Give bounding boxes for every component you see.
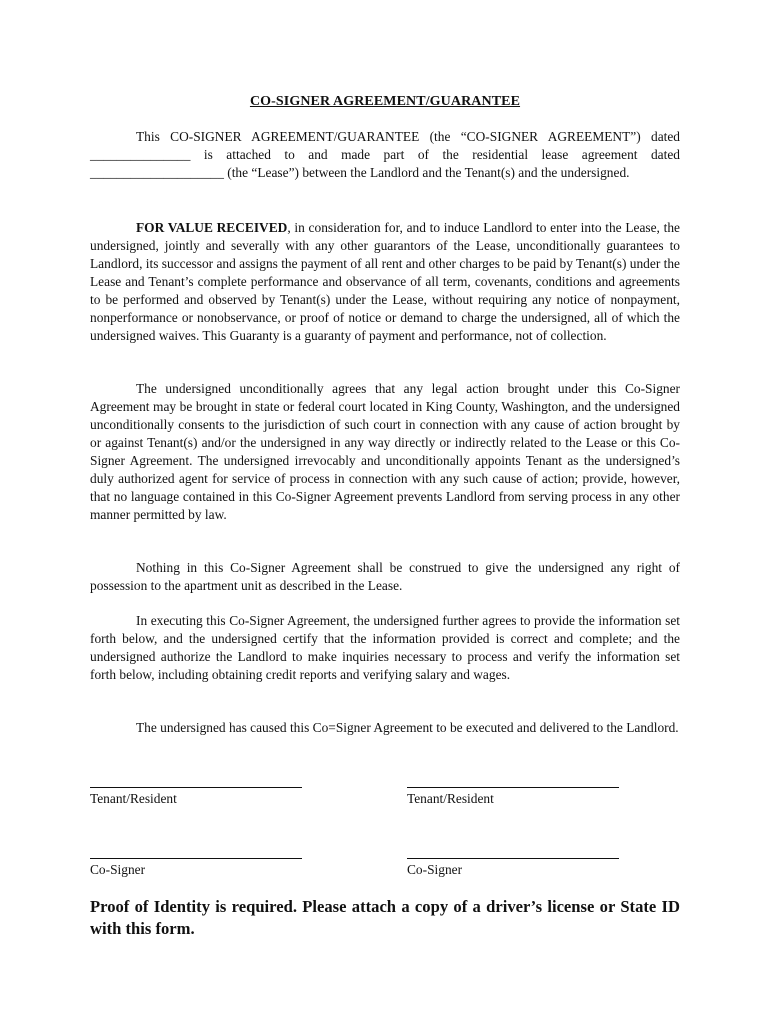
document-title: CO-SIGNER AGREEMENT/GUARANTEE [249, 94, 521, 109]
date-blank-2: ____________________ [90, 165, 224, 180]
tenant-signature-line-right[interactable] [407, 787, 619, 788]
intro-paragraph [90, 128, 680, 182]
jurisdiction-paragraph: The undersigned unconditionally agrees that any legal action brought under this Co-Signer Agreement may be brought in state or federal court located in King County, Washington, and the undersigned unconditionally consents to the jurisdiction of such court in connection with any cause of action brought by or against Tenant(s) and/or the undersigned in any way directly or indirectly related to the Lease or this Co-Signer Agreement. The undersigned irrevocably and unconditionally appoints Tenant as the undersigned’s duly authorized agent for service of process in connection with any such cause of action; provide, however, that no language contained in this Co-Signer Agreement prevents Landlord from serving process in any other manner permitted by law. [90, 381, 680, 522]
value-received-paragraph [90, 219, 680, 345]
value-received-lead: FOR VALUE RECEIVED [136, 220, 288, 235]
tenant-label-left: Tenant/Resident [90, 791, 177, 806]
cosigner-label-left: Co-Signer [90, 862, 146, 877]
possession-paragraph: Nothing in this Co-Signer Agreement shall be construed to give the undersigned any right of possession to the apartment unit as described in the Lease. [90, 560, 680, 593]
proof-of-identity-notice: Proof of Identity is required. Please attach a copy of a driver’s license or State ID with this form. [90, 897, 680, 938]
date-blank-1: _______________ [90, 147, 191, 162]
tenant-signature-line-left[interactable] [90, 787, 302, 788]
execution-paragraph: The undersigned has caused this Co=Signer Agreement to be executed and delivered to the Landlord. [136, 720, 679, 735]
tenant-label-right: Tenant/Resident [407, 791, 494, 806]
cosigner-signature-line-left[interactable] [90, 858, 302, 859]
value-received-text: , in consideration for, and to induce Landlord to enter into the Lease, the undersigned, jointly and severally with any other guarantors of the Lease, unconditionally guarantees to Landlord, its successor and assigns the payment of all rent and other charges to be paid by Tenant(s) under the Lease and Tenant’s complete performance and observance of all term, covenants, conditions and agreements to be performed and observed by Tenant(s) under the Lease, without requiring any notice of nonpayment, nonperformance or nonobservance, or proof of notice or demand to charge the undersigned, all of which the undersigned waives. This Guaranty is a guaranty of payment and performance, not of collection. [90, 220, 680, 343]
information-paragraph: In executing this Co-Signer Agreement, the undersigned further agrees to provide the information set forth below, and the undersigned certify that the information provided is correct and complete; and the undersigned authorize the Landlord to make inquiries necessary to process and verify the information set forth below, including obtaining credit reports and verifying salary and wages. [90, 613, 680, 682]
intro-text-1: This CO-SIGNER AGREEMENT/GUARANTEE (the “CO-SIGNER AGREEMENT”) dated [136, 129, 680, 144]
intro-text-2: is attached to and made part of the residential lease agreement dated [190, 147, 680, 162]
cosigner-signature-line-right[interactable] [407, 858, 619, 859]
cosigner-label-right: Co-Signer [407, 862, 463, 877]
intro-text-3: (the “Lease”) between the Landlord and the Tenant(s) and the undersigned. [223, 165, 630, 180]
